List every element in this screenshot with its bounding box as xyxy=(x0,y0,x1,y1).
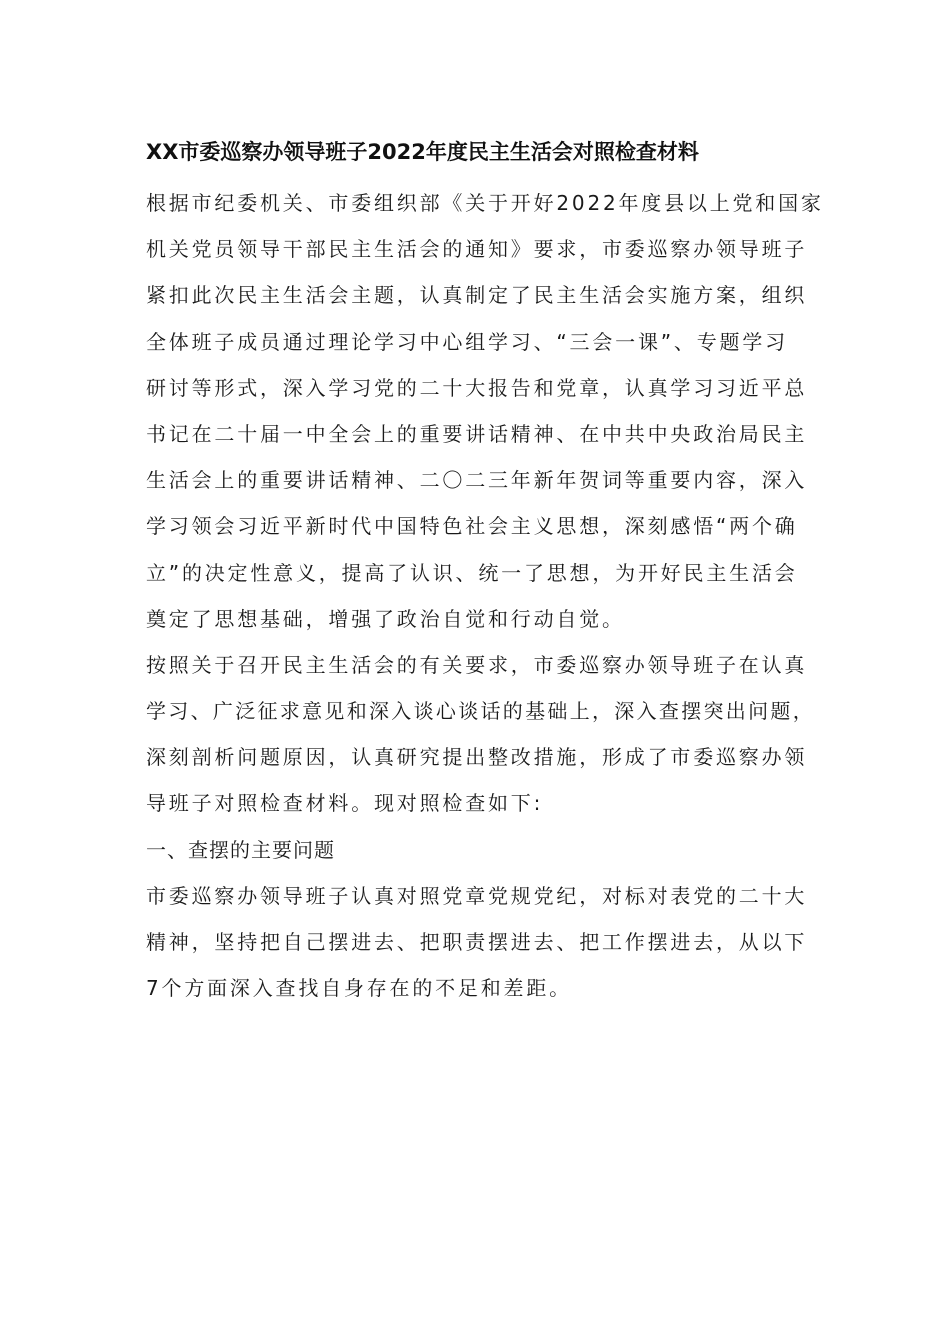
paragraph-requirements xyxy=(146,642,814,827)
text-line: 学习领会习近平新时代中国特色社会主义思想，深刻感悟“两个确 xyxy=(146,514,798,539)
document-title: XX市委巡察办领导班子2022年度民主生活会对照检查材料 xyxy=(146,140,699,164)
text-line: 研讨等形式，深入学习党的二十大报告和党章，认真学习习近平总 xyxy=(146,375,808,400)
paragraph-intro xyxy=(146,180,824,642)
section-heading-text: 一、查摆的主要问题 xyxy=(146,837,335,862)
text-line: 奠定了思想基础，增强了政治自觉和行动自觉。 xyxy=(146,606,625,631)
paragraph-section-1 xyxy=(146,873,814,1012)
text-line: 机关党员领导干部民主生活会的通知》要求，市委巡察办领导班子 xyxy=(146,237,808,262)
text-line: 按照关于召开民主生活会的有关要求，市委巡察办领导班子在认真 xyxy=(146,652,808,677)
text-line: 根据市纪委机关、市委组织部《关于开好2022年度县以上党和国家 xyxy=(146,191,824,215)
text-line: 学习、广泛征求意见和深入谈心谈话的基础上，深入查摆突出问题， xyxy=(146,699,815,724)
text-line: 全体班子成员通过理论学习中心组学习、“三会一课”、专题学习 xyxy=(146,329,788,354)
text-line: 导班子对照检查材料。现对照检查如下: xyxy=(146,791,544,816)
section-heading-1 xyxy=(146,827,814,873)
text-line: 深刻剖析问题原因，认真研究提出整改措施，形成了市委巡察办领 xyxy=(146,745,808,770)
text-line: 精神，坚持把自己摆进去、把职责摆进去、把工作摆进去，从以下 xyxy=(146,930,808,954)
text-line: 生活会上的重要讲话精神、二〇二三年新年贺词等重要内容，深入 xyxy=(146,468,808,493)
document-body xyxy=(146,180,824,1011)
text-line: 紧扣此次民主生活会主题，认真制定了民主生活会实施方案，组织 xyxy=(146,283,808,308)
text-line: 书记在二十届一中全会上的重要讲话精神、在中共中央政治局民主 xyxy=(146,421,808,446)
text-line: 市委巡察办领导班子认真对照党章党规党纪，对标对表党的二十大 xyxy=(146,883,808,908)
text-line: 7个方面深入查找自身存在的不足和差距。 xyxy=(146,976,572,1001)
text-line: 立”的决定性意义，提高了认识、统一了思想，为开好民主生活会 xyxy=(146,560,798,585)
